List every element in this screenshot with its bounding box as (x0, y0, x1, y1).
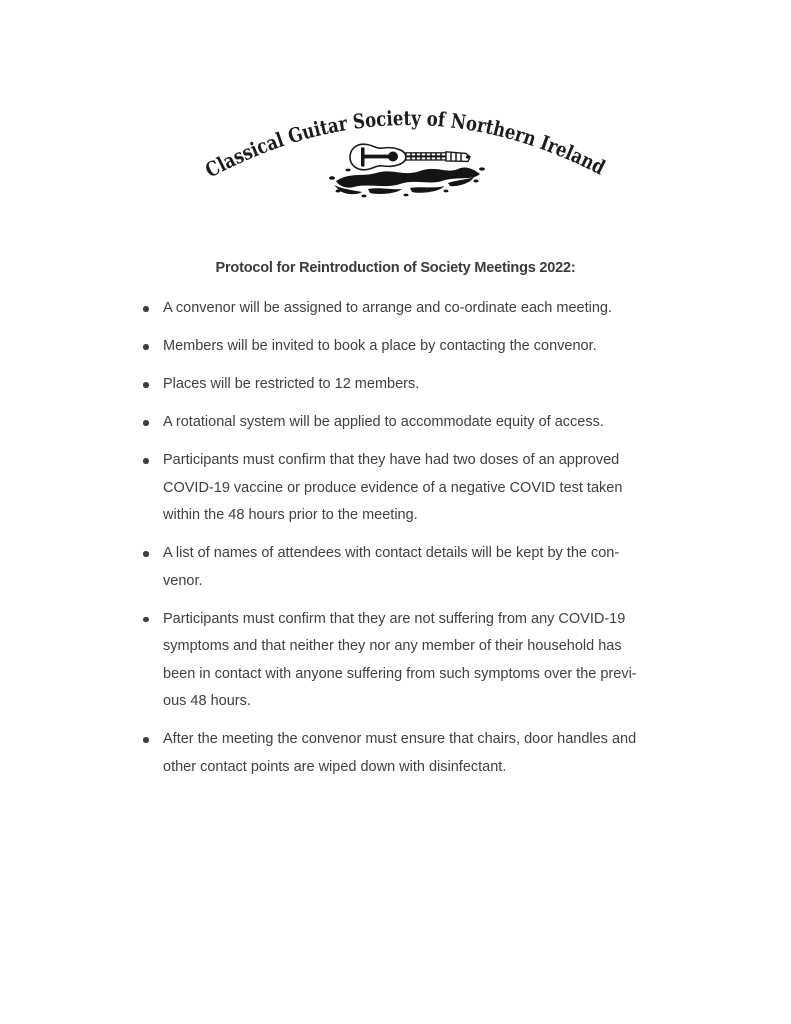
list-item-text: After the meeting the convenor must ensure that chairs, door handles and other contact points are wiped down with disinfectant. (163, 731, 637, 775)
bullet-icon (143, 617, 149, 623)
list-item (130, 295, 661, 323)
logo-title-text: Classical Guitar Society of Northern Ireland (201, 105, 612, 183)
guitar-illustration (329, 144, 485, 197)
list-item (130, 606, 661, 716)
bullet-icon (143, 382, 149, 388)
list-item (130, 726, 661, 781)
bullet-icon (143, 344, 149, 350)
list-item-text: A rotational system will be applied to accommodate equity of access. (163, 414, 604, 430)
bullet-icon (143, 420, 149, 426)
laurel-branch-icon (329, 167, 485, 197)
bullet-icon (143, 306, 149, 312)
protocol-list (130, 295, 661, 781)
list-item-text: Places will be restricted to 12 members. (163, 376, 420, 392)
logo-arched-title (201, 105, 612, 183)
bullet-icon (143, 737, 149, 743)
list-item (130, 333, 661, 361)
list-item-text: A list of names of attendees with contact details will be kept by the con- venor. (163, 545, 620, 589)
guitar-icon (350, 144, 470, 170)
bullet-icon (143, 458, 149, 464)
bullet-icon (143, 551, 149, 557)
list-item (130, 371, 661, 399)
list-item-text: A convenor will be assigned to arrange and co-ordinate each meeting. (163, 300, 612, 316)
society-logo (188, 86, 628, 218)
protocol-content (130, 258, 661, 792)
list-item-text: Participants must confirm that they are not suffering from any COVID-19 symptoms and that neither they nor any member of their household has been in contact with anyone suffering from such symptoms over the previ- ous 48 hours. (163, 610, 637, 709)
logo-graphic (188, 86, 628, 218)
list-item (130, 447, 661, 530)
list-item-text: Members will be invited to book a place by contacting the convenor. (163, 338, 597, 354)
list-item (130, 540, 661, 595)
page-title: Protocol for Reintroduction of Society Meetings 2022: (215, 260, 576, 276)
list-item (130, 409, 661, 437)
list-item-text: Participants must confirm that they have had two doses of an approved COVID-19 vaccine or produce evidence of a negative COVID test taken within the 48 hours prior to the meeting. (163, 452, 623, 523)
bridge-icon (361, 148, 365, 167)
